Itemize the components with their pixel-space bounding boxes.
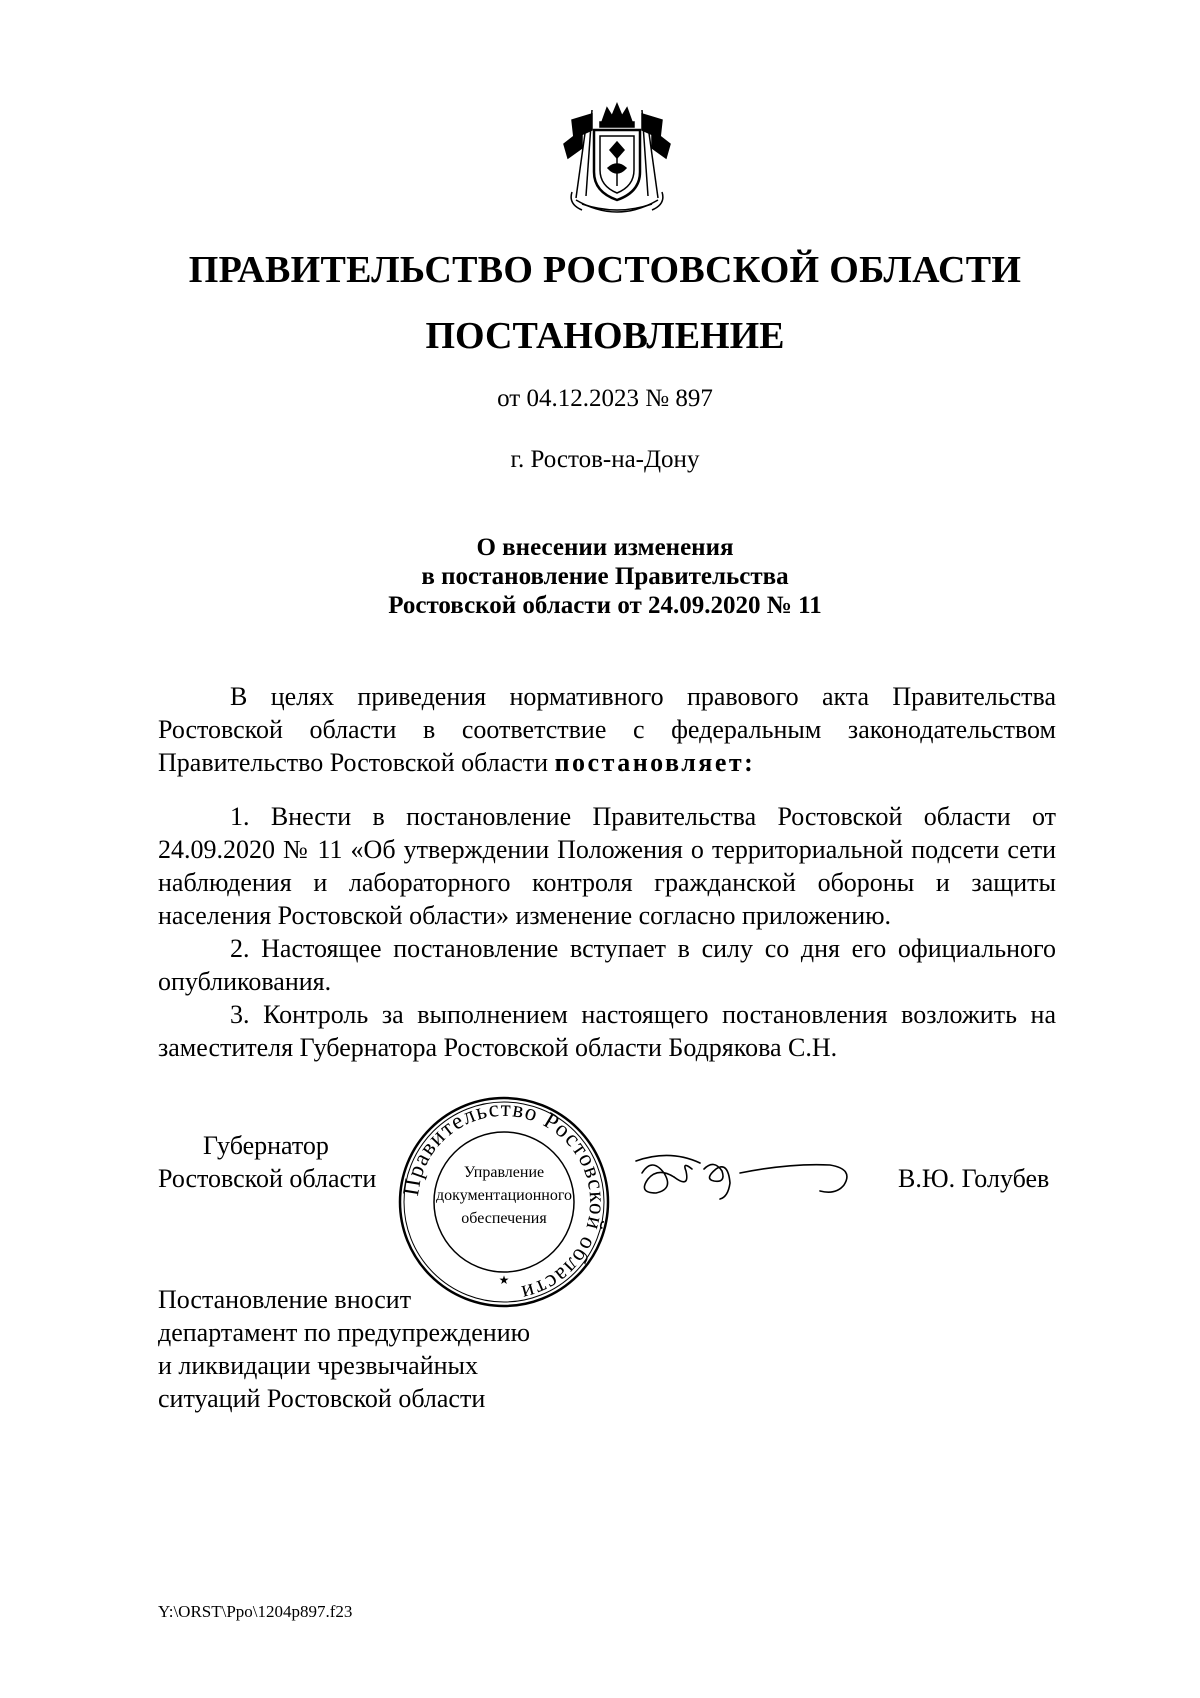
file-path: Y:\ORST\Ppo\1204p897.f23 <box>158 1602 353 1621</box>
submitter-block <box>158 1283 530 1415</box>
stamp-outer-textpath: Правительство Ростовской области <box>397 1095 611 1307</box>
subject-line: Ростовской области от 24.09.2020 № 11 <box>388 592 822 619</box>
resolution-item: 1. Внести в постановление Правительства Ростовской области от 24.09.2020 № 11 «Об утверждении Положения о территориальной подсети сети наблюдения и лабораторного контроля гражданской обороны и защиты населения Ростовской области» изменение согласно приложению. <box>158 802 1056 930</box>
resolution-item: 2. Настоящее постановление вступает в силу со дня его официального опубликования. <box>158 934 1056 996</box>
stamp-star-icon: ★ <box>498 1273 510 1287</box>
coat-of-arms-icon <box>552 100 682 224</box>
date-and-number: от 04.12.2023 № 897 <box>497 385 713 412</box>
subject-line: О внесении изменения <box>476 534 734 561</box>
signatory-name: В.Ю. Голубев <box>898 1164 1050 1193</box>
preamble-text: В целях приведения нормативного правового акта Правительства Ростовской области в соответствие с федеральным законодательством Правительство Ростовской области <box>158 682 1056 777</box>
organization-title: ПРАВИТЕЛЬСТВО РОСТОВСКОЙ ОБЛАСТИ <box>188 249 1022 291</box>
signatory-region: Ростовской области <box>158 1164 377 1193</box>
submitter-line: и ликвидации чрезвычайных <box>158 1351 478 1380</box>
submitter-line: ситуаций Ростовской области <box>158 1384 486 1413</box>
subject-line: в постановление Правительства <box>421 563 789 590</box>
stamp-inner-line: документационного <box>436 1187 572 1204</box>
preamble <box>158 680 1056 779</box>
submitter-line: Постановление вносит <box>158 1285 412 1314</box>
resolution-item: 3. Контроль за выполнением настоящего постановления возложить на заместителя Губернатора Ростовской области Бодрякова С.Н. <box>158 1000 1056 1062</box>
document-subject <box>0 533 1200 620</box>
handwritten-signature <box>630 1143 856 1203</box>
stamp-inner-line: Управление <box>463 1164 545 1181</box>
submitter-line: департамент по предупреждению <box>158 1318 531 1347</box>
stamp-inner-line: обеспечения <box>461 1210 547 1227</box>
preamble-keyword: постановляет: <box>554 748 756 777</box>
city: г. Ростов-на-Дону <box>510 446 700 473</box>
resolution-items <box>158 800 1056 1064</box>
document-type: ПОСТАНОВЛЕНИЕ <box>425 315 785 357</box>
signatory-position: Губернатор <box>203 1131 329 1160</box>
official-stamp <box>396 1094 612 1310</box>
